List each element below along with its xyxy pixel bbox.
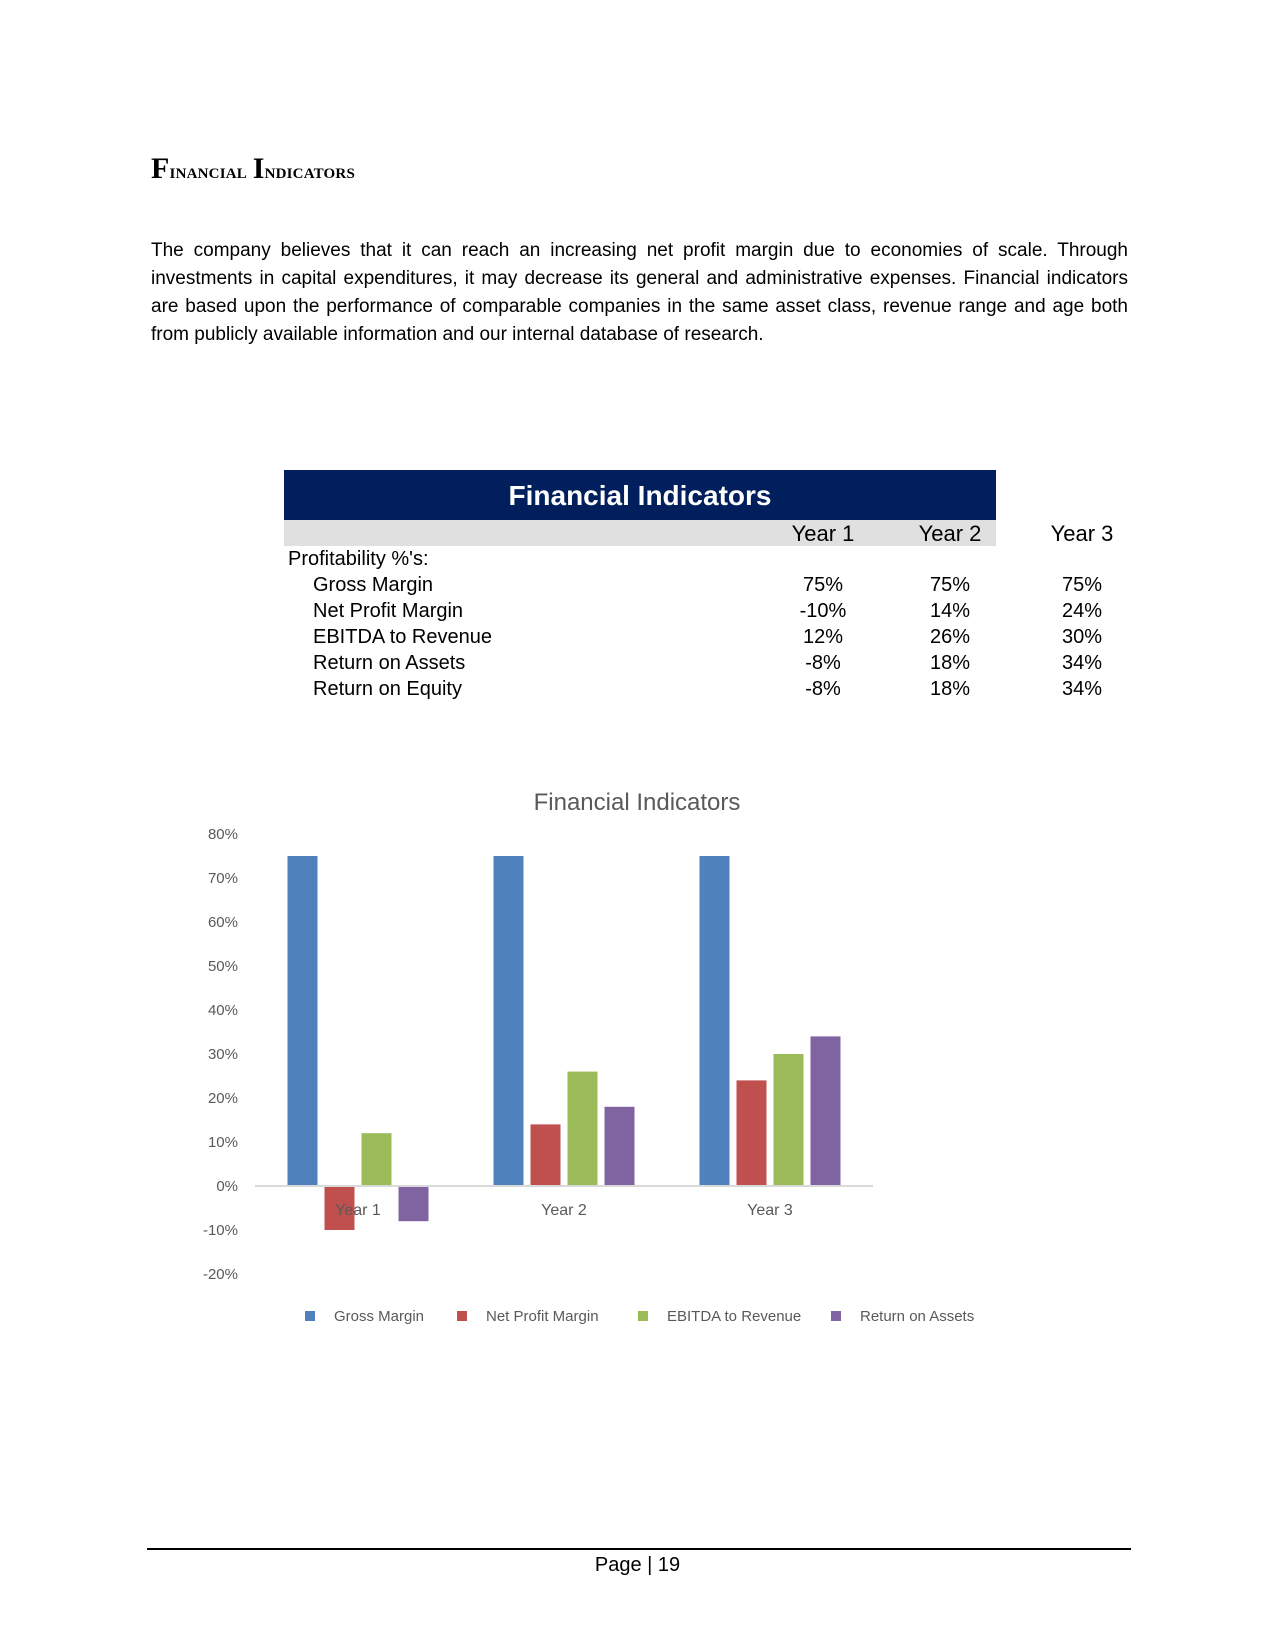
table-cell: 12%	[802, 626, 844, 648]
table-title: Financial Indicators	[284, 470, 996, 520]
legend-swatch	[831, 1311, 841, 1321]
bar	[605, 1107, 635, 1186]
footer-divider	[147, 1548, 1131, 1550]
bar	[531, 1124, 561, 1186]
table-row	[284, 650, 1103, 676]
bar	[362, 1133, 392, 1186]
row-label: EBITDA to Revenue	[313, 626, 492, 648]
table-row	[284, 624, 1103, 650]
legend-label: Return on Assets	[860, 1308, 975, 1325]
table-cell: -8%	[805, 678, 841, 700]
table-row	[284, 676, 1103, 702]
row-label: Return on Assets	[313, 652, 466, 674]
y-tick-label: 70%	[207, 870, 238, 887]
column-header-year-1: Year 1	[791, 521, 855, 546]
x-category-label: Year 3	[747, 1202, 793, 1219]
bar	[700, 856, 730, 1186]
legend-label: EBITDA to Revenue	[667, 1308, 802, 1325]
table-cell: 34%	[1061, 678, 1103, 700]
intro-paragraph: The company believes that it can reach an increasing net profit margin due to economies of scale. Through investments in capital expenditures, it may decrease its general and administrative expenses. Financial indicators are based upon the performance of comparable companies in the same asset class, revenue range and age both from publicly available information and our internal database of research.	[151, 240, 1128, 345]
row-label: Gross Margin	[313, 574, 434, 596]
table-cell: 75%	[929, 574, 971, 596]
y-tick-label: 20%	[207, 1090, 238, 1107]
table-cell: 34%	[1061, 652, 1103, 674]
y-tick-label: 60%	[207, 914, 238, 931]
table-cell: 18%	[929, 678, 971, 700]
page-number: Page | 19	[594, 1554, 681, 1576]
table-cell: 26%	[929, 626, 971, 648]
column-header-year-3: Year 3	[1050, 521, 1114, 546]
y-tick-label: 10%	[207, 1134, 238, 1151]
y-tick-label: 50%	[207, 958, 238, 975]
bar	[774, 1054, 804, 1186]
legend-label: Net Profit Margin	[486, 1308, 599, 1325]
section-label: Profitability %'s:	[288, 548, 429, 570]
legend-swatch	[638, 1311, 648, 1321]
y-tick-label: -20%	[202, 1266, 238, 1283]
row-label: Return on Equity	[313, 678, 462, 700]
table-cell: 30%	[1061, 626, 1103, 648]
chart-canvas	[180, 780, 1020, 1360]
table-cell: -8%	[805, 652, 841, 674]
table-cell: 75%	[802, 574, 844, 596]
table-cell: 14%	[929, 600, 971, 622]
x-category-label: Year 2	[541, 1202, 587, 1219]
bar	[288, 856, 318, 1186]
legend-label: Gross Margin	[334, 1308, 425, 1325]
bar	[399, 1186, 429, 1221]
row-label: Net Profit Margin	[313, 600, 464, 622]
bar	[737, 1080, 767, 1186]
financial-indicators-table	[284, 470, 1114, 702]
x-category-label: Year 1	[335, 1202, 381, 1219]
table-header-row	[284, 520, 1114, 546]
chart-title: Financial Indicators	[533, 789, 741, 816]
y-tick-label: 30%	[207, 1046, 238, 1063]
bar	[494, 856, 524, 1186]
table-row	[284, 572, 1103, 598]
table-cell: 75%	[1061, 574, 1103, 596]
financial-indicators-chart	[180, 780, 1020, 1360]
legend-swatch	[305, 1311, 315, 1321]
section-heading: Financial Indicators	[151, 152, 355, 185]
table-cell: -10%	[799, 600, 847, 622]
y-tick-label: -10%	[202, 1222, 238, 1239]
table-cell: 24%	[1061, 600, 1103, 622]
bar	[568, 1072, 598, 1186]
legend-swatch	[457, 1311, 467, 1321]
y-tick-label: 40%	[207, 1002, 238, 1019]
y-tick-label: 0%	[216, 1178, 238, 1195]
table-cell: 18%	[929, 652, 971, 674]
column-header-year-2: Year 2	[918, 521, 982, 546]
bar	[811, 1036, 841, 1186]
table-row	[284, 598, 1103, 624]
table-section-row	[284, 546, 996, 572]
y-tick-label: 80%	[207, 826, 238, 843]
